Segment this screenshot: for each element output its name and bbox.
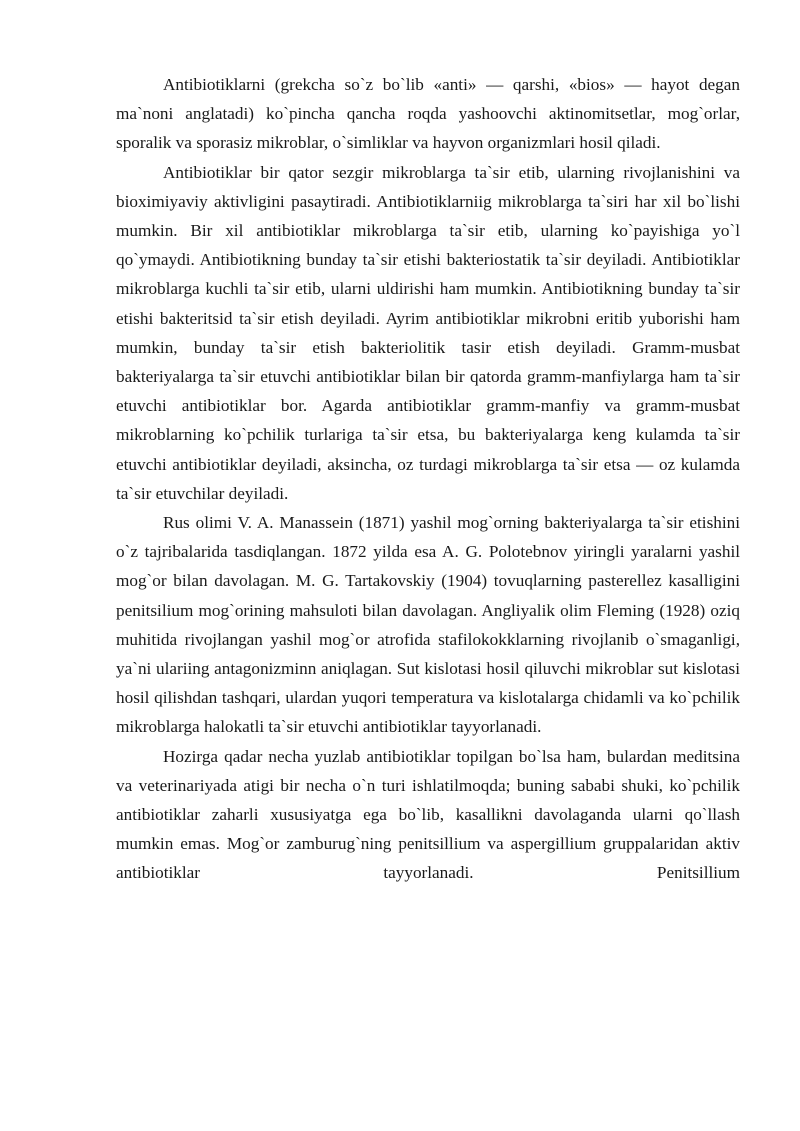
paragraph-history: Rus olimi V. A. Manassein (1871) yashil mog`orning bakteriyalarga ta`sir etishini o`z tajribalarida tasdiqlangan. 1872 yilda esa A. G. Polotebnov yiringli yaralarni yashil mog`or bilan davolagan. M. G. Tartakovskiy (1904) tovuqlarning pasterellez kasalligini penitsilium mog`orining mahsuloti bilan davolagan. Angliyalik olim Fleming (1928) oziq muhitida rivojlangan yashil mog`or atrofida stafilokokklarning rivojlanib o`smaganligi, ya`ni ulariing antagonizminn aniqlagan. Sut kislotasi hosil qiluvchi mikroblar sut kislotasi hosil qilishdan tashqari, ulardan yuqori temperatura va kislotalarga chidamli va ko`pchilik mikroblarga halokatli ta`sir etuvchi antibiotiklar tayyorlanadi. — [116, 513, 740, 737]
paragraph-antibiotics-definition: Antibiotiklarni (grekcha so`z bo`lib «anti» — qarshi, «bios» — hayot degan ma`noni anglatadi) ko`pincha qancha roqda yashoovchi aktinomitsetlar, mog`orlar, sporalik va sporasiz mikroblar, o`simliklar va hayvon organizmlari hosil qiladi. — [116, 75, 740, 153]
document-page — [116, 70, 740, 888]
paragraph-antibiotic-effects: Antibiotiklar bir qator sezgir mikroblarga ta`sir etib, ularning rivojlanishini va bioximiyaviy aktivligini pasaytiradi. Antibiotiklarniig mikroblarga ta`siri har xil bo`lishi mumkin. Bir xil antibiotiklar mikroblarga ta`sir etib, ularning ko`payishiga yo`l qo`ymaydi. Antibiotikning bunday ta`sir etishi bakteriostatik ta`sir deyiladi. Antibiotiklar mikroblarga kuchli ta`sir etib, ularni uldirishi ham mumkin. Antibiotikning bunday ta`sir etishi bakteritsid ta`sir etish deyiladi. Ayrim antibiotiklar mikrobni eritib yuborishi ham mumkin, bunday ta`sir etish bakteriolitik tasir etish deyiladi. Gramm-musbat bakteriyalarga ta`sir etuvchi antibiotiklar bilan bir qatorda gramm-manfiylarga ham ta`sir etuvchi antibiotiklar bor. Agarda antibiotiklar gramm-manfiy va gramm-musbat mikroblarning ko`pchilik turlariga ta`sir etsa, bu bakteriyalarga keng kulamda ta`sir etuvchi antibiotiklar deyiladi, aksincha, oz turdagi mikroblarga ta`sir etsa — oz kulamda ta`sir etuvchilar deyiladi. — [116, 162, 740, 503]
paragraph-usage: Hozirga qadar necha yuzlab antibiotiklar topilgan bo`lsa ham, bulardan meditsina va veterinariyada atigi bir necha o`n turi ishlatilmoqda; buning sababi shuki, ko`pchilik antibiotiklar zaharli xususiyatga ega bo`lib, kasallikni davolaganda ularni qo`llash mumkin emas. Mog`or zamburug`ning penitsillium va aspergillium gruppalaridan aktiv antibiotiklar tayyorlanadi. Penitsillium — [116, 746, 740, 883]
